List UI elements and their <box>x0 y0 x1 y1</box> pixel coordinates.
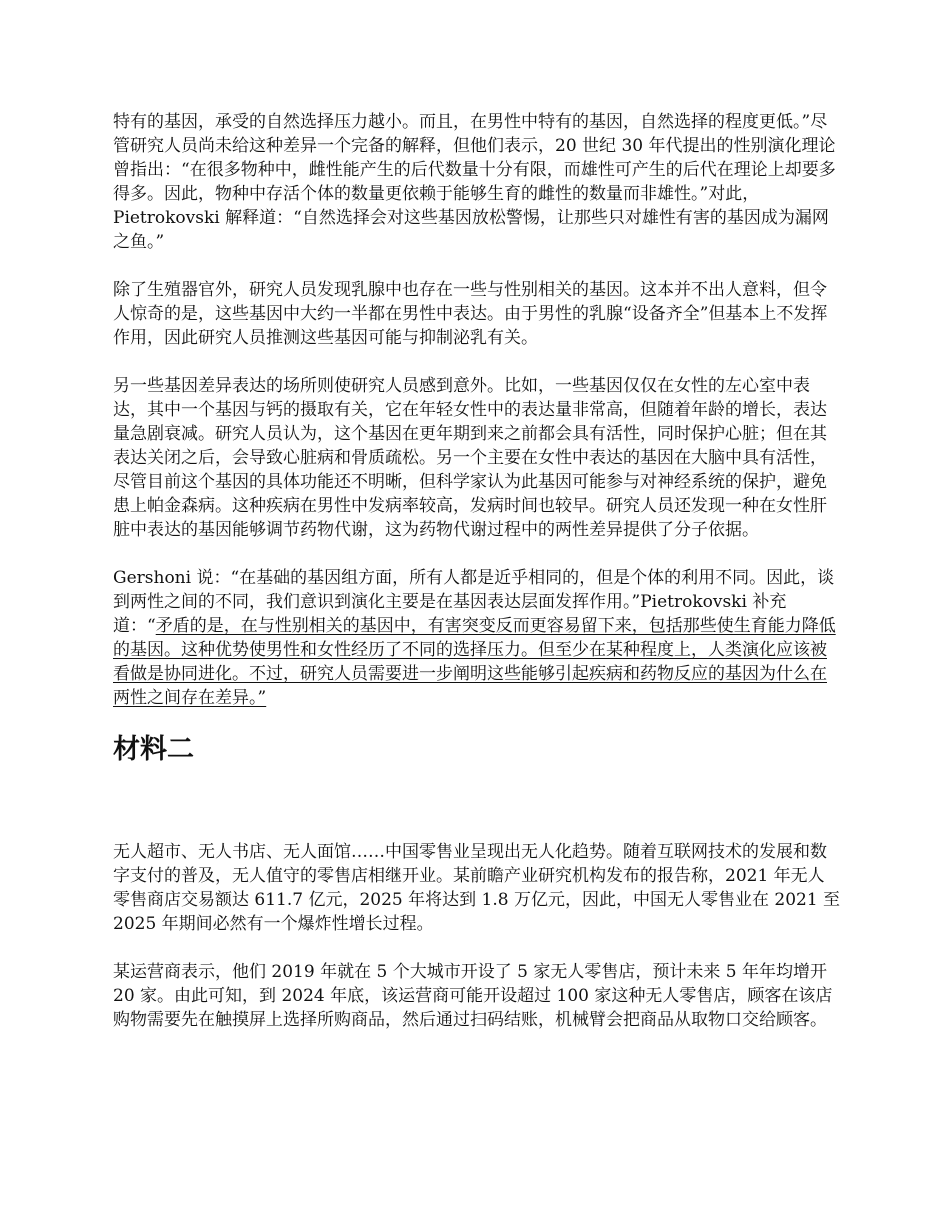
paragraph-unmanned-retail: 无人超市、无人书店、无人面馆……中国零售业呈现出无人化趋势。随着互联网技术的发展和数字支付的普及，无人值守的零售店相继开业。某前瞻产业研究机构发布的报告称，2021 年无人零售商店交易额达 611.7 亿元，2025 年将达到 1.8 万亿元，因此，中国无人零售业在 2021 至 2025 年期间必然有一个爆炸性增长过程。 <box>113 842 841 934</box>
paragraph-unexpected-expression: 另一些基因差异表达的场所则使研究人员感到意外。比如，一些基因仅仅在女性的左心室中表达，其中一个基因与钙的摄取有关，它在年轻女性中的表达量非常高，但随着年龄的增长，表达量急剧衰减。研究人员认为，这个基因在更年期到来之前都会具有活性，同时保护心脏；但在其表达关闭之后，会导致心脏病和骨质疏松。另一个主要在女性中表达的基因在大脑中具有活性，尽管目前这个基因的具体功能还不明晰，但科学家认为此基因可能参与对神经系统的保护，避免患上帕金森病。这种疾病在男性中发病率较高，发病时间也较早。研究人员还发现一种在女性肝脏中表达的基因能够调节药物代谢，这为药物代谢过程中的两性差异提供了分子依据。 <box>113 376 827 540</box>
paragraph-mammary-genes: 除了生殖器官外，研究人员发现乳腺中也存在一些与性别相关的基因。这本并不出人意料，但令人惊奇的是，这些基因中大约一半都在男性中表达。由于男性的乳腺“设备齐全”但基本上不发挥作用，因此研究人员推测这些基因可能与抑制泌乳有关。 <box>113 280 828 348</box>
paragraph-operator-plan: 某运营商表示，他们 2019 年就在 5 个大城市开设了 5 家无人零售店，预计未来 5 年年均增开 20 家。由此可知，到 2024 年底，该运营商可能开设超过 100 家这种无人零售店，顾客在该店购物需要先在触摸屏上选择所购商品，然后通过扫码结账，机械臂会把商品从取物口交给顾客。 <box>113 962 833 1030</box>
section-heading-material-2: 材料二 <box>113 734 194 765</box>
paragraph-selection-pressure: 特有的基因，承受的自然选择压力越小。而且，在男性中特有的基因，自然选择的程度更低。”尽管研究人员尚未给这种差异一个完备的解释，但他们表示，20 世纪 30 年代提出的性别演化理论曾指出：“在很多物种中，雌性能产生的后代数量十分有限，而雄性可产生的后代在理论上却要多得多。因此，物种中存活个体的数量更依赖于能够生育的雌性的数量而非雄性。”对此，Pietrokovski 解释道：“自然选择会对这些基因放松警惕，让那些只对雄性有害的基因成为漏网之鱼。” <box>113 112 836 252</box>
quote-intro: Gershoni 说：“在基础的基因组方面，所有人都是近乎相同的，但是个体的利用不同。因此，谈到两性之间的不同，我们意识到演化主要是在基因表达层面发挥作用。”Pietrokovski 补充道：“ <box>113 568 835 636</box>
document-page <box>113 110 841 1032</box>
underlined-quote: 矛盾的是，在与性别相关的基因中，有害突变反而更容易留下来，包括那些使生育能力降低的基因。这种优势使男性和女性经历了不同的选择压力。但至少在某种程度上，人类演化应该被看做是协同进化。不过，研究人员需要进一步阐明这些能够引起疾病和药物反应的基因为什么在两性之间存在差异。 <box>113 616 836 708</box>
quote-close: ” <box>257 688 267 708</box>
paragraph-gershoni-quote <box>113 566 841 710</box>
